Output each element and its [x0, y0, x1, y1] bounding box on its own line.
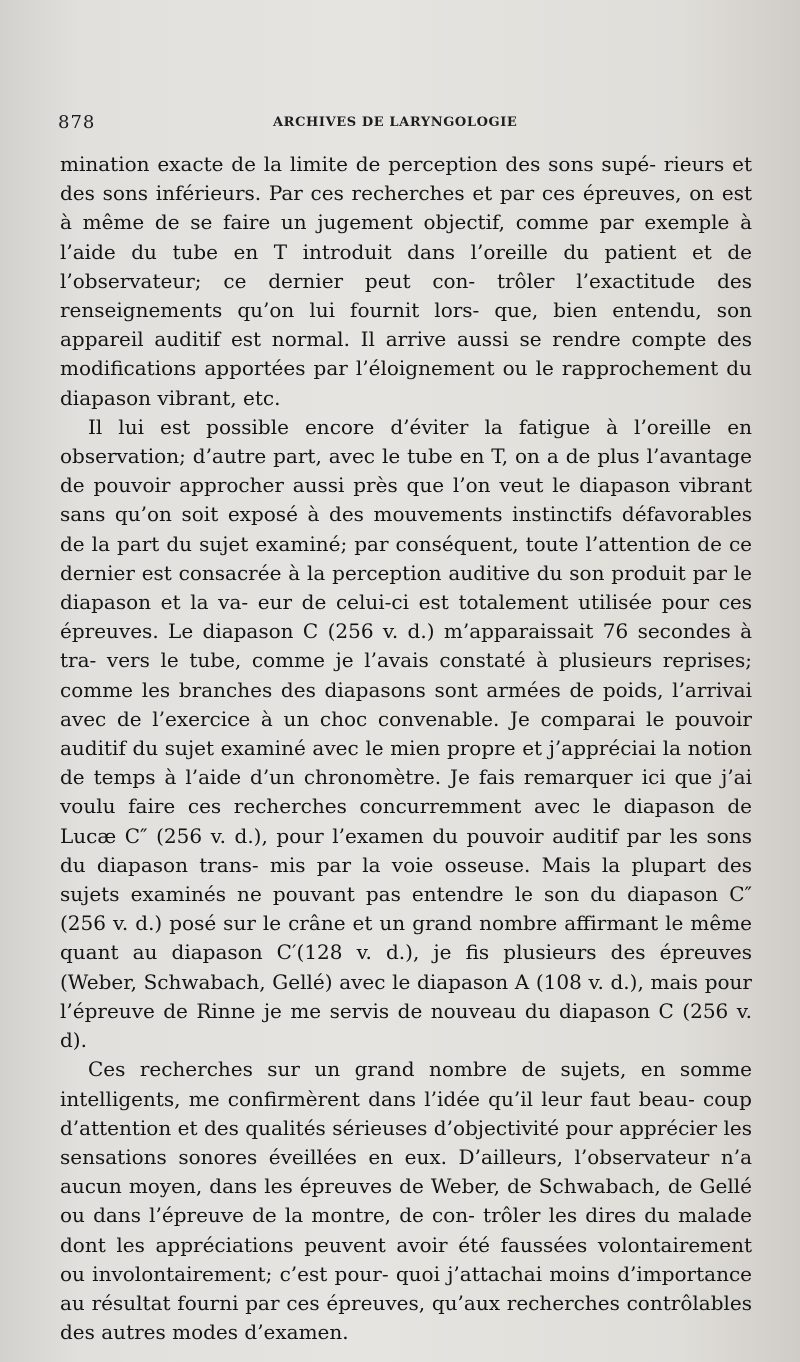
- paragraph-1: mination exacte de la limite de perception des sons supé- rieurs et des sons inférieurs. Par ces recherches et par ces épreuves, on est à même de se faire un jugement objectif, comme par exemple à l’aide du tube en T introduit dans l’oreille du patient et de l’observateur; ce dernier peut con- trôler l’exactitude des renseignements qu’on lui fournit lors- que, bien entendu, son appareil auditif est normal. Il arrive aussi se rendre compte des modifications apportées par l’éloignement ou le rapprochement du diapason vibrant, etc.: [60, 152, 752, 410]
- page-header: [58, 112, 728, 136]
- page-number: 878: [58, 112, 96, 133]
- body-text: [60, 150, 752, 1347]
- running-title: ARCHIVES DE LARYNGOLOGIE: [273, 115, 518, 130]
- paragraph-3: Ces recherches sur un grand nombre de sujets, en somme intelligents, me confirmèrent dans l’idée qu’il leur faut beau- coup d’attention et des qualités sérieuses d’objectivité pour apprécier les sensations sonores éveillées en eux. D’ailleurs, l’observateur n’a aucun moyen, dans les épreuves de Weber, de Schwabach, de Gellé ou dans l’épreuve de la montre, de con- trôler les dires du malade dont les appréciations peuvent avoir été faussées volontairement ou involontairement; c’est pour- quoi j’attachai moins d’importance au résultat fourni par ces épreuves, qu’aux recherches contrôlables des autres modes d’examen.: [60, 1057, 752, 1345]
- paragraph-2: Il lui est possible encore d’éviter la fatigue à l’oreille en observation; d’autre part, avec le tube en T, on a de plus l’avantage de pouvoir approcher aussi près que l’on veut le diapason vibrant sans qu’on soit exposé à des mouvements instinctifs défavorables de la part du sujet examiné; par conséquent, toute l’attention de ce dernier est consacrée à la perception auditive du son produit par le diapason et la va- eur de celui-ci est totalement utilisée pour ces épreuves. Le diapason C (256 v. d.) m’apparaissait 76 secondes à tra- vers le tube, comme je l’avais constaté à plusieurs reprises; comme les branches des diapasons sont armées de poids, l’arrivai avec de l’exercice à un choc convenable. Je comparai le pouvoir auditif du sujet examiné avec le mien propre et j’appréciai la notion de temps à l’aide d’un chronomètre. Je fais remarquer ici que j’ai voulu faire ces recherches concurremment avec le diapason de Lucæ C″ (256 v. d.), pour l’examen du pouvoir auditif par les sons du diapason trans- mis par la voie osseuse. Mais la plupart des sujets examinés ne pouvant pas entendre le son du diapason C″ (256 v. d.) posé sur le crâne et un grand nombre affirmant le même quant au diapason C′(128 v. d.), je fis plusieurs des épreuves (Weber, Schwabach, Gellé) avec le diapason A (108 v. d.), mais pour l’épreuve de Rinne je me servis de nouveau du diapason C (256 v. d).: [60, 414, 752, 1053]
